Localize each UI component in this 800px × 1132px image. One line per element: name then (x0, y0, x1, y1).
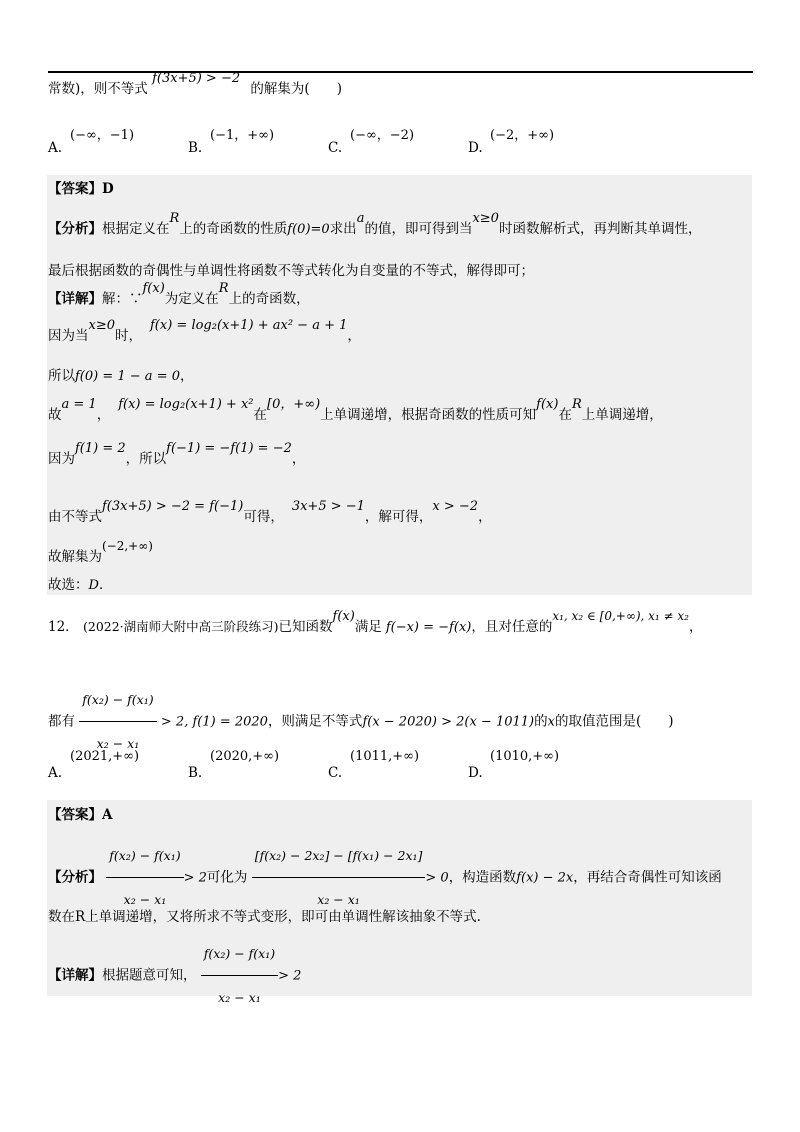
math-result: x > −2 (432, 499, 479, 514)
text: ， (291, 451, 306, 467)
option-label: D. (468, 140, 483, 156)
text: 解：∵ (102, 291, 143, 307)
text: 都有 (48, 713, 75, 730)
text: ， (96, 407, 111, 423)
text: ，且对任意的 (471, 619, 553, 635)
text: 的值，即可得到当 (364, 221, 473, 237)
text: ， (180, 368, 194, 384)
math-solution-set: (−2,+∞) (102, 539, 153, 553)
math-R: R (169, 211, 180, 226)
text: ， (478, 509, 492, 525)
math-fx: f(x) (142, 281, 165, 296)
option-value: (−∞，−1) (70, 128, 135, 143)
fraction-numerator: f(x₂) − f(x₁) (79, 680, 156, 722)
text: ，再结合奇偶性可知该函 (573, 869, 722, 886)
text: 上单调递增，根据奇函数的性质可知 (320, 407, 537, 423)
detail-line-7 (48, 539, 153, 566)
text: 故解集为 (48, 549, 102, 565)
text: 上的奇函数， (228, 291, 310, 307)
option-value: (−2，+∞) (490, 128, 555, 143)
math-domain-condition: x₁, x₂ ∈ [0,+∞), x₁ ≠ x₂ (552, 609, 689, 623)
math-gt: > 0 (425, 870, 449, 886)
text: 的 (534, 713, 548, 730)
option-value: (2020,+∞) (210, 749, 280, 764)
math-fx: f(x) (332, 609, 355, 624)
detail-line-6 (48, 499, 492, 527)
math-target-inequality: f(x − 2020) > 2(x − 1011) (362, 714, 535, 730)
text: ， (688, 619, 703, 635)
math-fx: f(x) (536, 397, 559, 412)
math-R: R (218, 281, 229, 296)
text: ，则满足不等式 (267, 713, 363, 730)
text: 时， (115, 328, 142, 344)
answer-line: 【答案】A (48, 807, 113, 823)
text: 的取值范围是( ) (554, 713, 674, 730)
detail-line-4 (48, 397, 663, 425)
math-interval: [0，+∞) (267, 397, 321, 412)
math-condition: > 2, f(1) = 2020 (160, 714, 268, 730)
text: 求出 (329, 221, 357, 237)
text: 为定义在 (164, 291, 219, 307)
math-f-neg1: f(−1) = −f(1) = −2 (166, 441, 292, 456)
question-number: 12． (48, 619, 79, 635)
math-x-ge-0: x≥0 (472, 211, 499, 226)
math-f1: f(1) = 2 (75, 441, 126, 456)
question-source: (2022·湖南师大附中高三阶段练习) (82, 619, 279, 634)
detail-line-3 (48, 367, 194, 386)
text: 可化为 (206, 869, 248, 886)
text: 故 (48, 407, 62, 423)
text: 可得， (243, 509, 284, 525)
math-answer: D (88, 578, 99, 593)
option-value: (−∞，−2) (350, 128, 415, 143)
math-gt: > 2 (183, 870, 207, 886)
answer-line: 【答案】D (48, 181, 114, 197)
detail-tag: 【详解】 (48, 967, 102, 984)
option-label: C. (328, 765, 343, 781)
detail-line-1 (48, 281, 310, 309)
text: 所以 (48, 368, 75, 384)
text: 在 (558, 407, 572, 423)
text: ，构造函数 (448, 869, 517, 886)
analysis-line-1 (48, 211, 702, 239)
fraction-denominator: x₂ − x₁ (317, 892, 360, 907)
analysis-tag: 【分析】 (48, 221, 102, 237)
option-value: (1011,+∞) (350, 749, 420, 764)
detail-fraction (201, 934, 278, 1018)
math-fx-simplified: f(x) = log₂(x+1) + x² (118, 397, 254, 412)
option-label: D. (468, 765, 483, 781)
text: 已知函数 (278, 619, 333, 635)
math-inequality: f(3x+5) > −2 = f(−1) (102, 499, 244, 514)
prev-question-line (48, 71, 342, 99)
text: 由不等式 (48, 509, 102, 525)
math-fx-def: f(x) = log₂(x+1) + ax² − a + 1 (150, 318, 348, 333)
math-x-ge-0: x≥0 (88, 318, 115, 333)
option-value: (1010,+∞) (490, 749, 560, 764)
option-label: C. (328, 140, 343, 156)
math-a: a (356, 211, 365, 226)
analysis-line-2: 最后根据函数的奇偶性与单调性将函数不等式转化为自变量的不等式，解得即可； (48, 263, 534, 279)
text: ， (347, 328, 361, 344)
text: ． (98, 577, 113, 593)
text: ，所以 (125, 451, 167, 467)
prev-inequality: f(3x+5) > −2 (152, 71, 241, 86)
option-value: (−1，+∞) (210, 128, 275, 143)
q12-line-1 (48, 609, 703, 637)
fraction-numerator: f(x₂) − f(x₁) (201, 934, 278, 976)
detail-line-1 (48, 934, 301, 1018)
text: 根据定义在 (102, 221, 170, 237)
text: 因为当 (48, 328, 89, 344)
math-odd-condition: f(−x) = −f(x) (385, 620, 472, 635)
text: 根据题意可知， (102, 967, 197, 984)
fraction-denominator: x₂ − x₁ (123, 892, 167, 907)
math-R: R (571, 397, 582, 412)
analysis-tag: 【分析】 (48, 869, 102, 886)
math-f0: f(0)=0 (287, 222, 330, 237)
option-label: B. (188, 765, 203, 781)
option-value: (2021,+∞) (70, 749, 140, 764)
text: 上的奇函数的性质 (179, 221, 288, 237)
math-linear-ineq: 3x+5 > −1 (291, 499, 365, 514)
detail-tag: 【详解】 (48, 291, 102, 307)
detail-line-2 (48, 318, 361, 346)
fraction-denominator: x₂ − x₁ (96, 736, 140, 751)
math-f0-eq: f(0) = 1 − a = 0 (75, 369, 180, 384)
option-label: A. (48, 140, 63, 156)
text: 在 (253, 407, 267, 423)
detail-line-8 (48, 576, 112, 595)
option-label: A. (48, 765, 63, 781)
fraction-numerator: f(x₂) − f(x₁) (106, 836, 183, 878)
math-x: x (547, 714, 555, 730)
fraction-denominator: x₂ − x₁ (218, 990, 261, 1005)
fraction-numerator: [f(x₂) − 2x₂] − [f(x₁) − 2x₁] (252, 836, 426, 878)
analysis-line-2: 数在R上单调递增，又将所求不等式变形，即可由单调性解该抽象不等式. (48, 909, 481, 925)
prev-text: 常数)，则不等式 (48, 81, 148, 97)
math-a-eq-1: a = 1 (61, 397, 97, 412)
prev-text-end: 的解集为( ) (250, 81, 342, 97)
text: 因为 (48, 451, 75, 467)
text: 上单调递增， (581, 407, 663, 423)
text: 满足 (354, 619, 382, 635)
text: 故选： (48, 577, 89, 593)
text: ，解可得， (364, 509, 433, 525)
math-gt: > 2 (278, 968, 302, 984)
math-construct-function: f(x) − 2x (516, 870, 574, 886)
text: 时函数解析式，再判断其单调性， (498, 221, 702, 237)
option-label: B. (188, 140, 203, 156)
detail-line-5 (48, 441, 306, 469)
